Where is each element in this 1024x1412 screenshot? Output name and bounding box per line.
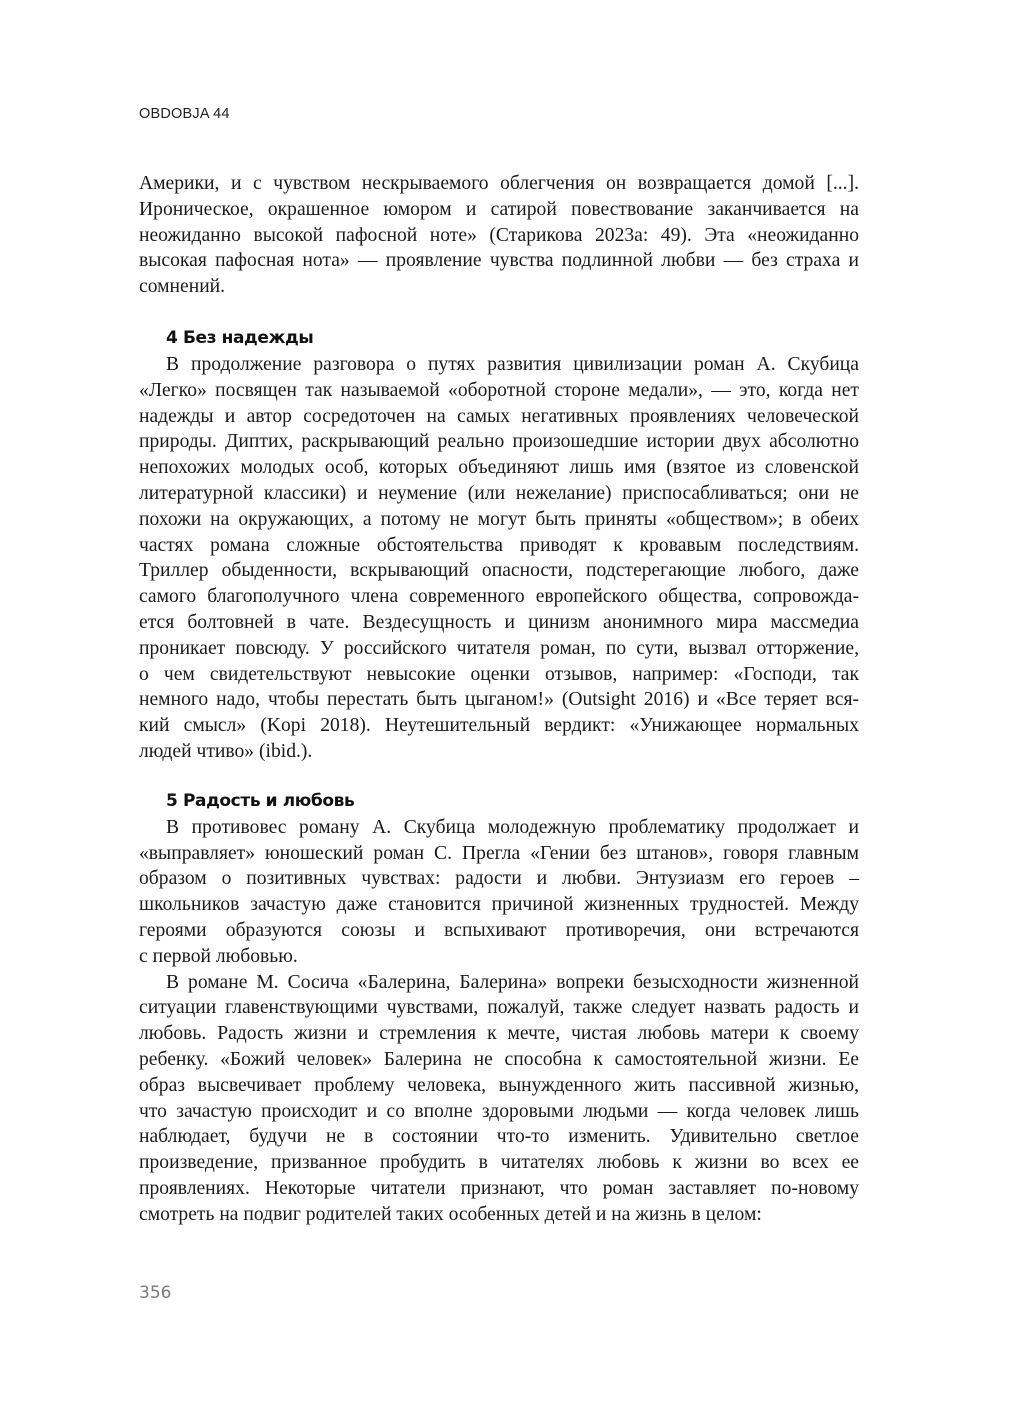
text-line: литературной классики) и неумение (или нежелание) приспосабливаться; они не <box>139 482 859 504</box>
text-line: ется болтовней в чате. Вездесущность и цинизм анонимного мира массмедиа <box>139 611 859 633</box>
text-line: сомнений. <box>139 276 226 298</box>
text-line: Ироническое, окрашенное юмором и сатирой повествование заканчивается на <box>139 198 859 220</box>
text-line: героями образуются союзы и вспыхивают противоречия, они встречаются <box>139 919 859 941</box>
text-line: непохожих молодых особ, которых объединяют лишь имя (взятое из словенской <box>139 457 859 479</box>
text-line: В романе М. Сосича «Балерина, Балерина» вопреки безысходности жизненной <box>166 971 859 993</box>
text-line: В продолжение разговора о путях развития цивилизации роман А. Скубица <box>166 353 859 375</box>
text-line: «Легко» посвящен так называемой «оборотной стороне медали», — это, когда нет <box>139 379 859 401</box>
text-line: образом о позитивных чувствах: радости и любви. Энтузиазм его героев – <box>139 868 859 890</box>
text-line: В противовес роману А. Скубица молодежную проблематику продолжает и <box>166 816 859 838</box>
text-line: Триллер обыденности, вскрывающий опасности, подстерегающие любого, даже <box>139 560 859 582</box>
text-line: самого благополучного члена современного европейского общества, сопровожда- <box>139 586 859 608</box>
text-line: надежды и автор сосредоточен на самых негативных проявлениях человеческой <box>139 405 859 427</box>
text-line: смотреть на подвиг родителей таких особенных детей и на жизнь в целом: <box>139 1203 762 1225</box>
text-line: кий смысл» (Kopi 2018). Неутешительный вердикт: «Унижающее нормальных <box>139 715 859 737</box>
text-line: произведение, призванное пробудить в читателях любовь к жизни во всех ее <box>139 1152 859 1174</box>
section-heading: 5 Радость и любовь <box>166 790 355 811</box>
text-line: образ высвечивает проблему человека, вынужденного жить пассивной жизнью, <box>139 1074 859 1096</box>
text-line: проявлениях. Некоторые читатели признают, что роман заставляет по-новому <box>139 1177 859 1199</box>
text-line: «выправляет» юношеский роман С. Прегла «Гении без штанов», говоря главным <box>139 842 859 864</box>
text-line: школьников зачастую даже становится причиной жизненных трудностей. Между <box>139 894 859 916</box>
text-line: с первой любовью. <box>139 945 298 967</box>
text-line: немного надо, чтобы перестать быть цыганом!» (Outsight 2016) и «Все теряет вся- <box>139 689 859 711</box>
page-number: 356 <box>139 1283 172 1303</box>
running-head: OBDOBJA 44 <box>139 106 230 122</box>
text-line: ситуации главенствующими чувствами, пожалуй, также следует назвать радость и <box>139 997 859 1019</box>
text-line: о чем свидетельствуют невысокие оценки отзывов, например: «Господи, так <box>139 663 859 685</box>
text-line: природы. Диптих, раскрывающий реально произошедшие истории двух абсолютно <box>139 431 859 453</box>
text-line: проникает повсюду. У российского читателя роман, по сути, вызвал отторжение, <box>139 637 859 659</box>
body-text <box>139 171 859 1227</box>
section-heading: 4 Без надежды <box>166 327 314 348</box>
section-5-paragraph-2 <box>139 970 859 1228</box>
text-line: ребенку. «Божий человек» Балерина не способна к самостоятельной жизни. Ее <box>139 1048 859 1070</box>
section-5-paragraph-1 <box>139 815 859 970</box>
intro-paragraph <box>139 171 859 300</box>
text-line: любовь. Радость жизни и стремления к мечте, чистая любовь матери к своему <box>139 1023 859 1045</box>
section-4 <box>139 324 859 765</box>
text-line: Америки, и с чувством нескрываемого облегчения он возвращается домой [...]. <box>139 173 859 194</box>
text-line: высокая пафосная нота» — проявление чувства подлинной любви — без страха и <box>139 250 859 272</box>
text-line: похожи на окружающих, а потому не могут быть приняты «обществом»; в обеих <box>139 508 859 530</box>
text-line: что зачастую происходит и со вполне здоровыми людьми — когда человек лишь <box>139 1100 859 1122</box>
section-4-paragraph <box>139 352 859 765</box>
text-line: частях романа сложные обстоятельства приводят к кровавым последствиям. <box>139 534 859 556</box>
text-line: людей чтиво» (ibid.). <box>139 740 313 762</box>
text-line: наблюдает, будучи не в состоянии что-то изменить. Удивительно светлое <box>139 1126 859 1148</box>
section-5 <box>139 787 859 1228</box>
text-line: неожиданно высокой пафосной ноте» (Старикова 2023а: 49). Эта «неожиданно <box>139 224 859 246</box>
